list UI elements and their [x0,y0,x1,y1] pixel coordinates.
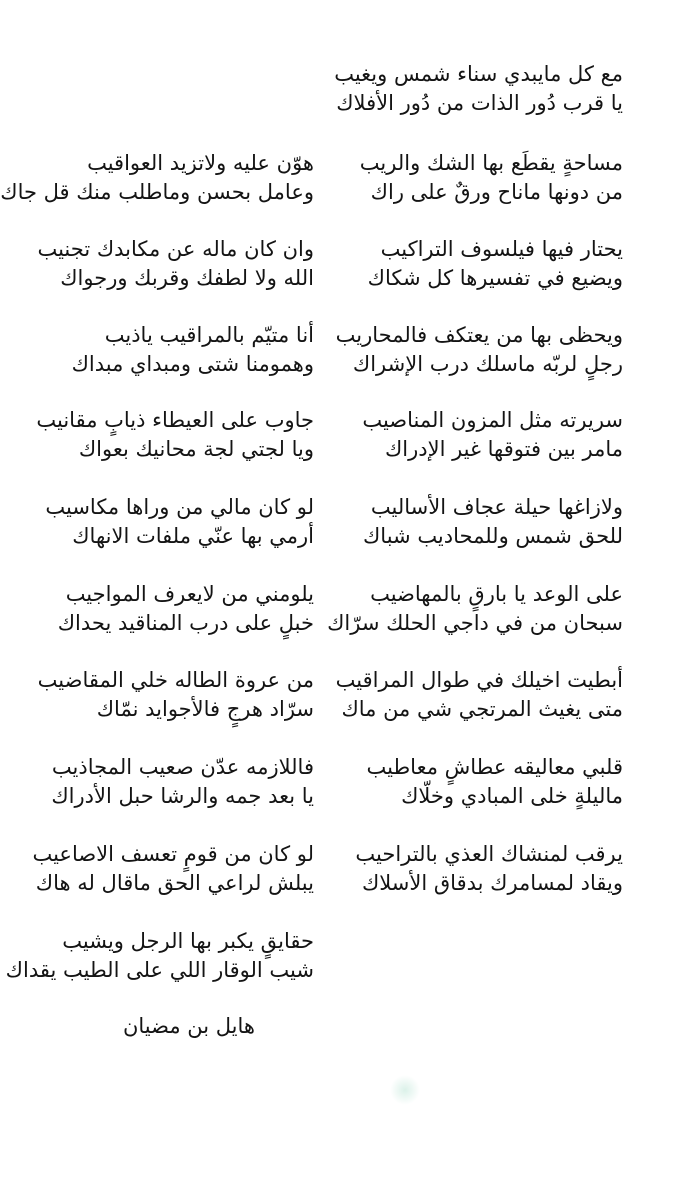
stanza-left-4 [36,406,314,464]
verse-line: وان كان ماله عن مكابدك تجنيب [37,237,314,261]
verse-line: مساحةٍ يقطَع بها الشك والريب [359,151,623,175]
verse-line: مع كل مايبدي سناء شمس ويغيب [334,62,623,86]
verse-line: سريرته مثل المزون المناصيب [362,408,623,432]
stanza-right-7 [327,580,623,638]
verse-line: قلبي معاليقه عطاشٍ معاطيب [366,755,623,779]
stanza-right-10 [355,840,623,898]
stanza-left-7 [38,666,314,724]
verse-line: ويحظى بها من يعتكف فالمحاريب [335,323,623,347]
verse-line: من عروة الطاله خلي المقاضيب [37,668,314,692]
verse-line: رجلٍ لربّه ماسلك درب الإشراك [352,352,623,376]
verse-line: خبلٍ على درب المناقيد يحداك [57,611,314,635]
stanza-right-9 [367,753,624,811]
verse-line: يلومني من لايعرف المواجيب [65,582,314,606]
verse-line: وهمومنا شتى ومبداي مبداك [71,352,314,376]
stanza-right-5 [362,406,623,464]
verse-line: حقايقٍ يكبر بها الرجل ويشيب [62,929,314,953]
verse-line: سرّاد هرجٍ فالأجوايد نمّاك [96,697,314,721]
stanza-left-2 [37,235,314,293]
verse-line: سبحان من في داجي الحلك سرّاك [327,611,623,635]
verse-line: من دونها ماناح ورقٌ على راك [370,180,623,204]
stanza-left-1 [0,149,314,207]
verse-line: ويضيع في تفسيرها كل شكاك [367,266,623,290]
verse-line: يا قرب دُور الذات من دُور الأفلاك [336,91,623,115]
stanza-right-3 [368,235,623,293]
verse-line: متى يغيث المرتجي شي من ماك [341,697,623,721]
verse-line: مامر بين فتوقها غير الإدراك [384,437,623,461]
author-name: هايل بن مضيان [122,1014,255,1038]
verse-line: شيب الوقار اللي على الطيب يقداك [5,958,314,982]
verse-line: فاللازمه عدّن صعيب المجاذيب [51,755,314,779]
stanza-right-2 [360,149,623,207]
verse-line: يا بعد جمه والرشا حبل الأدراك [51,784,314,808]
verse-line: ويقاد لمسامرك بدقاق الأسلاك [361,871,623,895]
stanza-left-3 [72,321,314,379]
verse-line: أرمي بها عنّي ملفات الانهاك [72,524,314,548]
verse-line: أبطيت اخيلك في طوال المراقيب [335,668,623,692]
stanza-left-10 [6,927,314,985]
verse-line: ويا لجتي لجة محانيك بعواك [78,437,314,461]
stanza-left-8 [51,753,314,811]
verse-line: هوّن عليه ولاتزيد العواقيب [87,151,314,175]
verse-line: يحتار فيها فيلسوف التراكيب [380,237,623,261]
verse-line: للحق شمس وللمحاديب شباك [363,524,623,548]
verse-line: يرقب لمنشاك العذي بالتراحيب [355,842,623,866]
verse-line: الله ولا لطفك وقربك ورجواك [60,266,314,290]
verse-line: ولازاغها حيلة عجاف الأساليب [370,495,623,519]
verse-line: لو كان من قومٍ تعسف الاصاعيب [32,842,314,866]
verse-line: يبلش لراعي الحق ماقال له هاك [35,871,314,895]
stanza-left-5 [45,493,314,551]
stanza-right-8 [336,666,623,724]
stanza-right-1 [334,60,623,118]
verse-line: لو كان مالي من وراها مكاسيب [45,495,314,519]
stanza-right-6 [363,493,623,551]
stanza-left-6 [58,580,314,638]
verse-line: وعامل بحسن وماطلب منك قل جاك [0,180,314,204]
background-smudge [390,1075,420,1105]
stanza-right-4 [336,321,623,379]
verse-line: أنا متيّم بالمراقيب ياذيب [104,323,314,347]
verse-line: جاوب على العيطاء ذيابٍ مقانيب [36,408,314,432]
verse-line: على الوعد يا بارقٍ بالمهاضيب [370,582,623,606]
stanza-left-9 [32,840,314,898]
verse-line: ماليلةٍ خلى المبادي وخلّاك [401,784,623,808]
